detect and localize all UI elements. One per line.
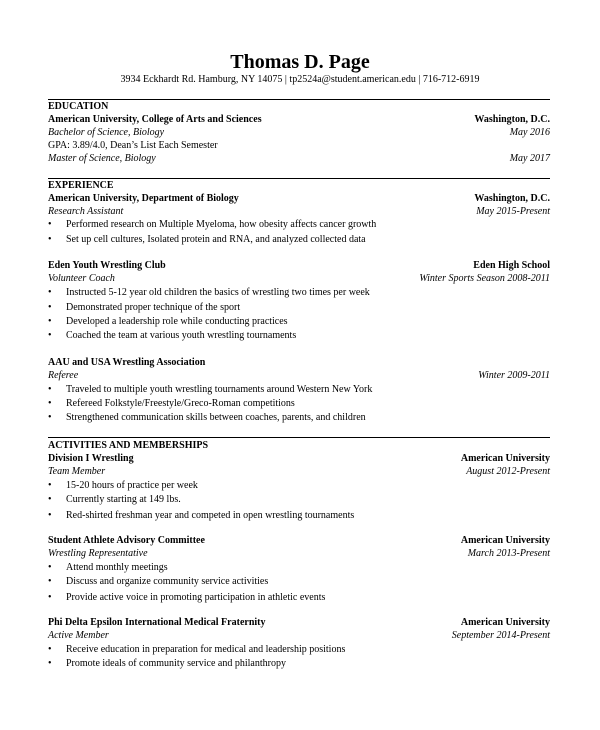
job-role: Volunteer Coach [48, 273, 115, 284]
list-item: • Instructed 5-12 year old children the basics of wrestling two times per week [48, 287, 370, 298]
job-org: Eden Youth Wrestling Club [48, 260, 166, 271]
activity-org: Student Athlete Advisory Committee [48, 535, 205, 546]
section-title-activities: ACTIVITIES AND MEMBERSHIPS [48, 440, 209, 451]
bullet-icon: • [48, 330, 52, 341]
activity-location: American University [460, 453, 550, 464]
job-dates: Winter Sports Season 2008-2011 [419, 273, 550, 284]
activity-dates: March 2013-Present [467, 548, 550, 559]
job-dates: Winter 2009-2011 [478, 370, 550, 381]
resume-name: Thomas D. Page [230, 51, 370, 73]
activity-role: Team Member [48, 466, 106, 477]
list-item: • Receive education in preparation for medical and leadership positions [48, 644, 346, 655]
section-divider [48, 437, 550, 438]
section-title-education: EDUCATION [48, 101, 109, 112]
list-item: • Promote ideals of community service and philanthropy [48, 658, 286, 669]
education-degree1-row [48, 127, 550, 139]
activity-dates: August 2012-Present [466, 466, 550, 477]
activity-org: Division I Wrestling [48, 453, 134, 464]
bullet-icon: • [48, 510, 52, 521]
activity-dates: September 2014-Present [451, 630, 550, 641]
bullet-icon: • [48, 287, 52, 298]
bullet-icon: • [48, 219, 52, 230]
contact-line: 3934 Eckhardt Rd. Hamburg, NY 14075 | tp2524a@student.american.edu | 716-712-6919 [120, 74, 480, 85]
bullet-icon: • [48, 412, 52, 423]
bullet-icon: • [48, 494, 52, 505]
list-item: • Demonstrated proper technique of the sport [48, 302, 241, 313]
list-item: • Refereed Folkstyle/Freestyle/Greco-Roman competitions [48, 398, 295, 409]
activity-role-row [48, 466, 550, 478]
job-role-row [48, 273, 550, 285]
bullet-icon: • [48, 316, 52, 327]
list-item: • Developed a leadership role while conducting practices [48, 316, 288, 327]
list-item: • Strengthened communication skills between coaches, parents, and children [48, 412, 366, 423]
activity-role: Active Member [48, 630, 109, 641]
job-location: Washington, D.C. [474, 193, 550, 204]
job-role-row [48, 206, 550, 218]
job-header-row [48, 357, 550, 369]
education-degree2-date: May 2017 [509, 153, 550, 164]
job-dates: May 2015-Present [476, 206, 550, 217]
education-degree2-row [48, 153, 550, 165]
section-divider [48, 178, 550, 179]
education-location: Washington, D.C. [474, 114, 550, 125]
section-divider [48, 99, 550, 100]
bullet-icon: • [48, 658, 52, 669]
bullet-icon: • [48, 398, 52, 409]
job-org: American University, Department of Biology [48, 193, 239, 204]
list-item: • Performed research on Multiple Myeloma, how obesity affects cancer growth [48, 219, 377, 230]
job-org: AAU and USA Wrestling Association [48, 357, 206, 368]
activity-location: American University [460, 617, 550, 628]
list-item: • Provide active voice in promoting participation in athletic events [48, 592, 326, 603]
list-item: • Red-shirted freshman year and competed in open wrestling tournaments [48, 510, 355, 521]
education-school: American University, College of Arts and Sciences [48, 114, 262, 125]
activity-role-row [48, 548, 550, 560]
bullet-icon: • [48, 384, 52, 395]
bullet-icon: • [48, 576, 52, 587]
bullet-icon: • [48, 592, 52, 603]
education-degree1-date: May 2016 [509, 127, 550, 138]
activity-header-row [48, 617, 550, 629]
list-item: • Set up cell cultures, Isolated protein and RNA, and analyzed collected data [48, 234, 366, 245]
activity-org: Phi Delta Epsilon International Medical Fraternity [48, 617, 266, 628]
list-item: • Currently starting at 149 lbs. [48, 494, 181, 505]
activity-header-row [48, 453, 550, 465]
education-degree1: Bachelor of Science, Biology [48, 127, 165, 138]
list-item: • Discuss and organize community service activities [48, 576, 269, 587]
bullet-icon: • [48, 562, 52, 573]
section-title-experience: EXPERIENCE [48, 180, 114, 191]
job-location: Eden High School [473, 260, 550, 271]
activity-role: Wrestling Representative [48, 548, 148, 559]
list-item: • 15-20 hours of practice per week [48, 480, 198, 491]
bullet-icon: • [48, 644, 52, 655]
activity-header-row [48, 535, 550, 547]
list-item: • Attend monthly meetings [48, 562, 168, 573]
list-item: • Coached the team at various youth wrestling tournaments [48, 330, 297, 341]
list-item: • Traveled to multiple youth wrestling tournaments around Western New York [48, 384, 373, 395]
education-degree2: Master of Science, Biology [48, 153, 156, 164]
bullet-icon: • [48, 234, 52, 245]
activity-role-row [48, 630, 550, 642]
activity-location: American University [460, 535, 550, 546]
bullet-icon: • [48, 480, 52, 491]
job-role: Research Assistant [48, 206, 124, 217]
job-role-row [48, 370, 550, 382]
bullet-icon: • [48, 302, 52, 313]
education-gpa-row [48, 140, 550, 152]
education-gpa: GPA: 3.89/4.0, Dean’s List Each Semester [48, 140, 218, 151]
job-header-row [48, 193, 550, 205]
job-header-row [48, 260, 550, 272]
job-role: Referee [48, 370, 79, 381]
education-school-row [48, 114, 550, 126]
